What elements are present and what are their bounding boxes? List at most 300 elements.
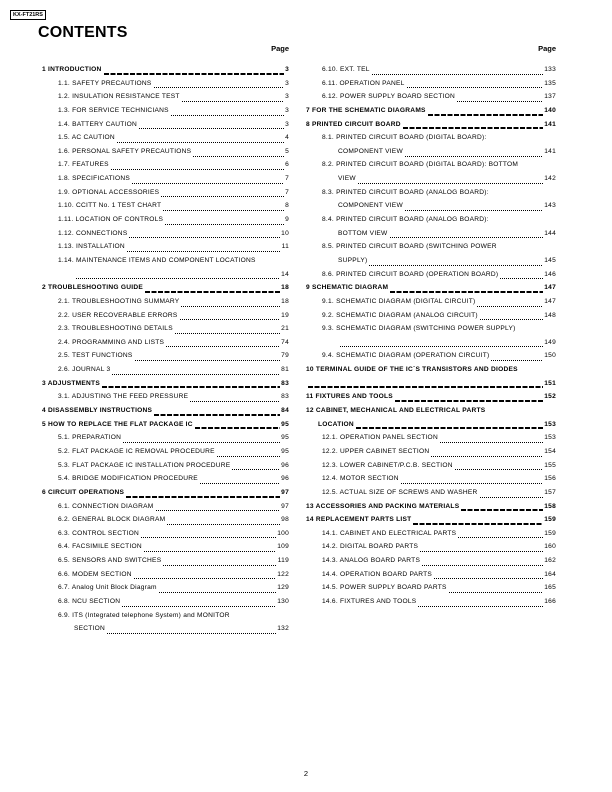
toc-subsection-entry[interactable]: [42, 213, 289, 227]
dot-leader: [461, 509, 543, 511]
toc-entry-title: 3.1. ADJUSTING THE FEED PRESSURE: [58, 393, 189, 401]
toc-entry-title: 3 ADJUSTMENTS: [42, 379, 100, 387]
toc-subsection-entry[interactable]: [42, 622, 289, 636]
dot-leader: [340, 346, 543, 347]
dot-leader: [401, 483, 543, 484]
toc-subsection-entry[interactable]: [306, 172, 556, 186]
toc-entry-page: 21: [281, 325, 289, 333]
toc-subsection-entry[interactable]: [42, 472, 289, 486]
toc-section-entry[interactable]: [306, 404, 556, 418]
dot-leader: [129, 237, 280, 238]
toc-subsection-entry[interactable]: [42, 227, 289, 241]
toc-entry-page: 18: [281, 297, 289, 305]
toc-entry-page: 141: [544, 120, 556, 128]
toc-entry-page: 83: [281, 393, 289, 401]
toc-subsection-entry[interactable]: [306, 554, 556, 568]
dot-leader: [420, 551, 543, 552]
toc-entry-page: 4: [285, 134, 289, 142]
dot-leader: [200, 483, 280, 484]
toc-entry-page: 154: [544, 447, 556, 455]
toc-subsection-entry[interactable]: [42, 540, 289, 554]
dot-leader: [154, 414, 280, 416]
dot-leader: [440, 442, 543, 443]
toc-entry-title: 4 DISASSEMBLY INSTRUCTIONS: [42, 407, 153, 415]
dot-leader: [112, 374, 280, 375]
dot-leader: [107, 633, 276, 634]
toc-entry-title: 8.6. PRINTED CIRCUIT BOARD (OPERATION BOARD): [322, 270, 499, 278]
toc-subsection-entry[interactable]: [42, 459, 289, 473]
toc-subsection-entry[interactable]: [42, 77, 289, 91]
toc-entry-title: 5.2. FLAT PACKAGE IC REMOVAL PROCEDURE: [58, 447, 215, 455]
dot-leader: [171, 115, 284, 116]
dot-leader: [195, 427, 280, 429]
dot-leader: [457, 101, 543, 102]
toc-entry-page: 153: [544, 420, 556, 428]
dot-leader: [161, 196, 284, 197]
page-number: 2: [303, 769, 309, 778]
dot-leader: [477, 306, 543, 307]
toc-entry-page: 155: [544, 461, 556, 469]
toc-entry-title: 14.1. CABINET AND ELECTRICAL PARTS: [322, 529, 457, 537]
toc-subsection-entry[interactable]: [306, 295, 556, 309]
toc-subsection-entry[interactable]: [306, 595, 556, 609]
toc-section-entry[interactable]: [42, 418, 289, 432]
toc-entry-title: 1.14. MAINTENANCE ITEMS AND COMPONENT LOCATIONS: [58, 256, 256, 264]
toc-entry-page: 79: [281, 352, 289, 360]
toc-subsection-entry[interactable]: [42, 90, 289, 104]
toc-subsection-entry[interactable]: [306, 254, 556, 268]
toc-subsection-entry[interactable]: [306, 445, 556, 459]
toc-entry-title: 14.6. FIXTURES AND TOOLS: [322, 597, 417, 605]
dot-leader: [159, 592, 276, 593]
toc-entry-title: 5.4. BRIDGE MODIFICATION PROCEDURE: [58, 475, 198, 483]
toc-subsection-entry[interactable]: [306, 213, 556, 227]
toc-entry-title: SUPPLY): [338, 256, 368, 264]
toc-subsection-entry[interactable]: [42, 554, 289, 568]
toc-entry-title: 2.2. USER RECOVERABLE ERRORS: [58, 311, 178, 319]
toc-subsection-entry[interactable]: [42, 158, 289, 172]
dot-leader: [123, 442, 280, 443]
toc-entry-page: 143: [544, 202, 556, 210]
toc-subsection-entry[interactable]: [306, 431, 556, 445]
page-title: CONTENTS: [38, 24, 128, 41]
toc-entry-title: LOCATION: [318, 420, 354, 428]
toc-entry-page: 97: [281, 502, 289, 510]
dot-leader: [190, 401, 280, 402]
toc-subsection-entry[interactable]: [42, 336, 289, 350]
toc-entry-title: 8.3. PRINTED CIRCUIT BOARD (ANALOG BOARD):: [322, 188, 489, 196]
dot-leader: [132, 183, 284, 184]
toc-entry-title: 5.1. PREPARATION: [58, 434, 122, 442]
toc-subsection-entry[interactable]: [306, 268, 556, 282]
toc-entry-page: 6: [285, 161, 289, 169]
toc-section-entry[interactable]: [306, 281, 556, 295]
toc-subsection-entry[interactable]: [42, 172, 289, 186]
toc-section-entry[interactable]: [306, 104, 556, 118]
toc-entry-title: 9.2. SCHEMATIC DIAGRAM (ANALOG CIRCUIT): [322, 311, 478, 319]
toc-entry-page: 152: [544, 393, 556, 401]
toc-entry-title: 1.2. INSULATION RESISTANCE TEST: [58, 93, 180, 101]
toc-entry-page: 7: [285, 188, 289, 196]
toc-entry-page: 119: [277, 557, 289, 565]
toc-entry-page: 157: [544, 488, 556, 496]
toc-entry-title: 9.1. SCHEMATIC DIAGRAM (DIGITAL CIRCUIT): [322, 297, 476, 305]
toc-entry-page: 74: [281, 338, 289, 346]
toc-subsection-entry[interactable]: [42, 390, 289, 404]
toc-entry-page: 11: [281, 243, 289, 251]
dot-leader: [449, 592, 544, 593]
toc-entry-page: 144: [544, 229, 556, 237]
dot-leader: [217, 456, 280, 457]
toc-subsection-entry[interactable]: [306, 418, 556, 432]
toc-subsection-entry[interactable]: [42, 568, 289, 582]
toc-subsection-entry[interactable]: [306, 472, 556, 486]
toc-entry-title: 12.1. OPERATION PANEL SECTION: [322, 434, 438, 442]
dot-leader: [163, 565, 276, 566]
toc-subsection-entry[interactable]: [42, 309, 289, 323]
dot-leader: [491, 360, 543, 361]
toc-entry-title: 2.6. JOURNAL 3: [58, 366, 111, 374]
toc-entry-page: 10: [281, 229, 289, 237]
toc-subsection-entry[interactable]: [42, 131, 289, 145]
toc-entry-page: 95: [281, 434, 289, 442]
toc-section-entry[interactable]: [42, 486, 289, 500]
dot-leader: [111, 169, 284, 170]
toc-entry-title: 6.10. EXT. TEL: [322, 66, 370, 73]
toc-subsection-entry[interactable]: [306, 349, 556, 363]
toc-entry-title: 1 INTRODUCTION: [42, 66, 102, 73]
toc-section-entry[interactable]: [306, 500, 556, 514]
dot-leader: [358, 183, 543, 184]
toc-subsection-entry[interactable]: [306, 336, 556, 350]
toc-entry-page: 150: [544, 352, 556, 360]
dot-leader: [154, 87, 285, 88]
dot-leader: [431, 456, 543, 457]
toc-entry-page: 129: [277, 584, 289, 592]
toc-entry-title: 11 FIXTURES AND TOOLS: [306, 393, 393, 401]
toc-entry-title: 2.4. PROGRAMMING AND LISTS: [58, 338, 165, 346]
toc-subsection-entry[interactable]: [306, 199, 556, 213]
toc-entry-page: 147: [544, 297, 556, 305]
toc-entry-title: 1.12. CONNECTIONS: [58, 229, 128, 237]
toc-entry-title: 2 TROUBLESHOOTING GUIDE: [42, 284, 143, 292]
toc-subsection-entry[interactable]: [42, 445, 289, 459]
toc-entry-page: 148: [544, 311, 556, 319]
toc-entry-page: 142: [544, 175, 556, 183]
toc-entry-page: 141: [544, 147, 556, 155]
toc-entry-page: 166: [544, 597, 556, 605]
toc-section-entry[interactable]: [306, 513, 556, 527]
toc-entry-title: 12.2. UPPER CABINET SECTION: [322, 447, 430, 455]
toc-entry-page: 132: [277, 625, 289, 633]
toc-entry-page: 96: [281, 461, 289, 469]
dot-leader: [372, 74, 544, 75]
dot-leader: [180, 319, 281, 320]
toc-entry-title: 9.3. SCHEMATIC DIAGRAM (SWITCHING POWER SUPPLY): [322, 325, 516, 333]
dot-leader: [500, 278, 543, 279]
toc-entry-page: 146: [544, 270, 556, 278]
toc-entry-page: 147: [544, 284, 556, 292]
dot-leader: [434, 578, 543, 579]
toc-entry-title: 1.1. SAFETY PRECAUTIONS: [58, 79, 152, 87]
dot-leader: [126, 496, 280, 498]
dot-leader: [308, 386, 543, 388]
toc-entry-page: 122: [277, 570, 289, 578]
toc-entry-title: 14.4. OPERATION BOARD PARTS: [322, 570, 433, 578]
toc-entry-title: BOTTOM VIEW: [338, 229, 388, 237]
dot-leader: [413, 523, 543, 525]
toc-entry-title: 1.8. SPECIFICATIONS: [58, 175, 131, 183]
dot-leader: [117, 142, 284, 143]
dot-leader: [139, 128, 284, 129]
toc-subsection-entry[interactable]: [42, 104, 289, 118]
toc-subsection-entry[interactable]: [306, 527, 556, 541]
toc-entry-title: 6.3. CONTROL SECTION: [58, 529, 139, 537]
toc-section-entry[interactable]: [306, 390, 556, 404]
dot-leader: [403, 127, 543, 129]
toc-subsection-entry[interactable]: [42, 609, 289, 623]
toc-entry-page: 164: [544, 570, 556, 578]
dot-leader: [102, 386, 280, 388]
toc-subsection-entry[interactable]: [42, 145, 289, 159]
dot-leader: [422, 565, 543, 566]
toc-entry-page: 98: [281, 516, 289, 524]
toc-entry-title: 12.5. ACTUAL SIZE OF SCREWS AND WASHER: [322, 488, 478, 496]
model-number-tag: KX-FT21RS: [10, 10, 46, 20]
toc-subsection-entry[interactable]: [306, 90, 556, 104]
toc-entry-page: 162: [544, 557, 556, 565]
toc-entry-title: 12 CABINET, MECHANICAL AND ELECTRICAL PARTS: [306, 407, 486, 415]
dot-leader: [165, 224, 284, 225]
toc-section-entry[interactable]: [306, 118, 556, 132]
toc-entry-title: 10 TERMINAL GUIDE OF THE IC´S TRANSISTORS AND DIODES: [306, 366, 518, 374]
toc-entry-page: 140: [544, 106, 556, 114]
toc-subsection-entry[interactable]: [306, 486, 556, 500]
toc-subsection-entry[interactable]: [42, 500, 289, 514]
toc-entry-title: 1.7. FEATURES: [58, 161, 109, 169]
toc-subsection-entry[interactable]: [42, 186, 289, 200]
toc-section-entry[interactable]: [42, 63, 289, 77]
toc-entry-title: COMPONENT VIEW: [338, 147, 403, 155]
dot-leader: [407, 87, 544, 88]
toc-entry-title: 9 SCHEMATIC DIAGRAM: [306, 284, 389, 292]
dot-leader: [166, 346, 280, 347]
dot-leader: [480, 497, 544, 498]
dot-leader: [145, 291, 280, 293]
toc-entry-title: 1.10. CCITT No. 1 TEST CHART: [58, 202, 162, 210]
dot-leader: [418, 606, 543, 607]
dot-leader: [135, 360, 281, 361]
dot-leader: [390, 291, 543, 293]
toc-entry-page: 159: [544, 516, 556, 524]
toc-subsection-entry[interactable]: [306, 63, 556, 77]
dot-leader: [193, 156, 284, 157]
dot-leader: [156, 510, 281, 511]
toc-section-entry[interactable]: [306, 363, 556, 377]
toc-entry-title: 9.4. SCHEMATIC DIAGRAM (OPERATION CIRCUIT): [322, 352, 490, 360]
toc-entry-page: 156: [544, 475, 556, 483]
dot-leader: [428, 114, 544, 116]
toc-entry-title: 2.1. TROUBLESHOOTING SUMMARY: [58, 297, 180, 305]
toc-entry-title: 2.3. TROUBLESHOOTING DETAILS: [58, 325, 173, 333]
dot-leader: [175, 333, 280, 334]
dot-leader: [122, 606, 276, 607]
toc-entry-page: 137: [544, 93, 556, 101]
toc-entry-title: SECTION: [74, 625, 106, 633]
toc-subsection-entry[interactable]: [306, 377, 556, 391]
toc-section-entry[interactable]: [42, 404, 289, 418]
toc-subsection-entry[interactable]: [306, 240, 556, 254]
toc-entry-title: 14 REPLACEMENT PARTS LIST: [306, 516, 412, 524]
toc-entry-title: 5.3. FLAT PACKAGE IC INSTALLATION PROCEDURE: [58, 461, 231, 469]
toc-entry-page: 165: [544, 584, 556, 592]
toc-right-column: [306, 44, 556, 609]
toc-entry-title: 1.5. AC CAUTION: [58, 134, 115, 142]
toc-subsection-entry[interactable]: [306, 581, 556, 595]
toc-entry-page: 95: [281, 420, 289, 428]
toc-entry-title: 1.3. FOR SERVICE TECHNICIANS: [58, 106, 169, 114]
toc-left-column: [42, 44, 289, 636]
dot-leader: [405, 210, 543, 211]
toc-entry-title: 8.4. PRINTED CIRCUIT BOARD (ANALOG BOARD):: [322, 216, 489, 224]
dot-leader: [232, 469, 280, 470]
toc-entry-title: COMPONENT VIEW: [338, 202, 403, 210]
toc-subsection-entry[interactable]: [42, 118, 289, 132]
toc-subsection-entry[interactable]: [42, 199, 289, 213]
toc-entry-title: 8 PRINTED CIRCUIT BOARD: [306, 120, 401, 128]
toc-subsection-entry[interactable]: [306, 322, 556, 336]
toc-entry-title: 6.2. GENERAL BLOCK DIAGRAM: [58, 516, 166, 524]
toc-subsection-entry[interactable]: [42, 322, 289, 336]
toc-entry-page: 151: [544, 379, 556, 387]
toc-entry-title: 1.6. PERSONAL SAFETY PRECAUTIONS: [58, 147, 192, 155]
toc-subsection-entry[interactable]: [42, 363, 289, 377]
toc-entry-page: 3: [285, 66, 289, 73]
toc-subsection-entry[interactable]: [306, 158, 556, 172]
toc-subsection-entry[interactable]: [306, 459, 556, 473]
toc-subsection-entry[interactable]: [306, 227, 556, 241]
toc-subsection-entry[interactable]: [42, 527, 289, 541]
toc-subsection-entry[interactable]: [42, 595, 289, 609]
toc-entry-page: 135: [544, 79, 556, 87]
toc-entry-page: 149: [544, 338, 556, 346]
toc-subsection-entry[interactable]: [42, 349, 289, 363]
dot-leader: [141, 537, 276, 538]
toc-entry-title: 5 HOW TO REPLACE THE FLAT PACKAGE IC: [42, 420, 193, 428]
toc-subsection-entry[interactable]: [42, 581, 289, 595]
dot-leader: [356, 427, 543, 429]
toc-entry-page: 153: [544, 434, 556, 442]
dot-leader: [480, 319, 543, 320]
dot-leader: [127, 251, 281, 252]
toc-entry-page: 9: [285, 216, 289, 224]
toc-entry-title: 6.12. POWER SUPPLY BOARD SECTION: [322, 93, 456, 101]
toc-entry-page: 109: [277, 543, 289, 551]
dot-leader: [182, 101, 284, 102]
page-column-header: Page: [271, 44, 289, 53]
toc-entry-page: 83: [281, 379, 289, 387]
toc-entry-page: 84: [281, 407, 289, 415]
toc-subsection-entry[interactable]: [306, 145, 556, 159]
toc-entry-title: 12.3. LOWER CABINET/P.C.B. SECTION: [322, 461, 453, 469]
toc-entry-title: 8.2. PRINTED CIRCUIT BOARD (DIGITAL BOARD): BOTTOM: [322, 161, 519, 169]
toc-entry-title: 14.2. DIGITAL BOARD PARTS: [322, 543, 419, 551]
toc-subsection-entry[interactable]: [306, 540, 556, 554]
toc-entry-page: 96: [281, 475, 289, 483]
dot-leader: [395, 400, 543, 402]
toc-entry-title: 8.5. PRINTED CIRCUIT BOARD (SWITCHING POWER: [322, 243, 497, 251]
toc-entry-title: 6.7. Analog Unit Block Diagram: [58, 584, 157, 592]
toc-entry-title: 13 ACCESSORIES AND PACKING MATERIALS: [306, 502, 460, 510]
toc-subsection-entry[interactable]: [306, 186, 556, 200]
dot-leader: [405, 156, 543, 157]
toc-entry-title: 6 CIRCUIT OPERATIONS: [42, 488, 125, 496]
toc-subsection-entry[interactable]: [306, 77, 556, 91]
toc-entry-title: 14.3. ANALOG BOARD PARTS: [322, 557, 421, 565]
toc-entry-title: 6.1. CONNECTION DIAGRAM: [58, 502, 154, 510]
toc-subsection-entry[interactable]: [306, 568, 556, 582]
toc-entry-title: 7 FOR THE SCHEMATIC DIAGRAMS: [306, 106, 426, 114]
toc-subsection-entry[interactable]: [306, 131, 556, 145]
dot-leader: [167, 524, 280, 525]
toc-entry-title: 8.1. PRINTED CIRCUIT BOARD (DIGITAL BOARD):: [322, 134, 487, 142]
toc-entry-page: 8: [285, 202, 289, 210]
toc-entry-title: VIEW: [338, 175, 356, 183]
toc-entry-title: 12.4. MOTOR SECTION: [322, 475, 399, 483]
toc-entry-title: 6.11. OPERATION PANEL: [322, 79, 405, 87]
dot-leader: [390, 237, 544, 238]
toc-entry-page: 160: [544, 543, 556, 551]
dot-leader: [144, 551, 276, 552]
toc-entry-page: 3: [285, 120, 289, 128]
toc-section-entry[interactable]: [42, 377, 289, 391]
toc-entry-page: 97: [281, 488, 289, 496]
toc-entry-page: 18: [281, 284, 289, 292]
toc-entry-page: 95: [281, 447, 289, 455]
toc-entry-title: 6.5. SENSORS AND SWITCHES: [58, 557, 162, 565]
toc-entry-page: 100: [277, 529, 289, 537]
toc-section-entry[interactable]: [42, 281, 289, 295]
toc-entry-page: 5: [285, 147, 289, 155]
toc-subsection-entry[interactable]: [306, 309, 556, 323]
toc-subsection-entry[interactable]: [42, 268, 289, 282]
toc-entry-title: 1.9. OPTIONAL ACCESSORIES: [58, 188, 160, 196]
toc-subsection-entry[interactable]: [42, 431, 289, 445]
toc-entry-page: 7: [285, 175, 289, 183]
dot-leader: [455, 469, 543, 470]
toc-subsection-entry[interactable]: [42, 513, 289, 527]
toc-entry-title: 6.4. FACSIMILE SECTION: [58, 543, 142, 551]
toc-entry-title: 6.8. NCU SECTION: [58, 597, 121, 605]
toc-entry-page: 130: [277, 597, 289, 605]
toc-entry-title: 2.5. TEST FUNCTIONS: [58, 352, 133, 360]
toc-entry-title: 14.5. POWER SUPPLY BOARD PARTS: [322, 584, 447, 592]
toc-entry-page: 19: [281, 311, 289, 319]
toc-entry-title: 1.13. INSTALLATION: [58, 243, 125, 251]
dot-leader: [181, 306, 280, 307]
toc-entry-page: 14: [281, 270, 289, 278]
toc-entry-page: 145: [544, 256, 556, 264]
dot-leader: [163, 210, 284, 211]
dot-leader: [76, 278, 280, 279]
toc-entry-page: 159: [544, 529, 556, 537]
toc-entry-title: 6.9. ITS (Integrated telephone System) and MONITOR: [58, 611, 230, 619]
toc-subsection-entry[interactable]: [42, 240, 289, 254]
dot-leader: [104, 73, 285, 75]
toc-subsection-entry[interactable]: [42, 254, 289, 268]
dot-leader: [134, 578, 276, 579]
toc-subsection-entry[interactable]: [42, 295, 289, 309]
